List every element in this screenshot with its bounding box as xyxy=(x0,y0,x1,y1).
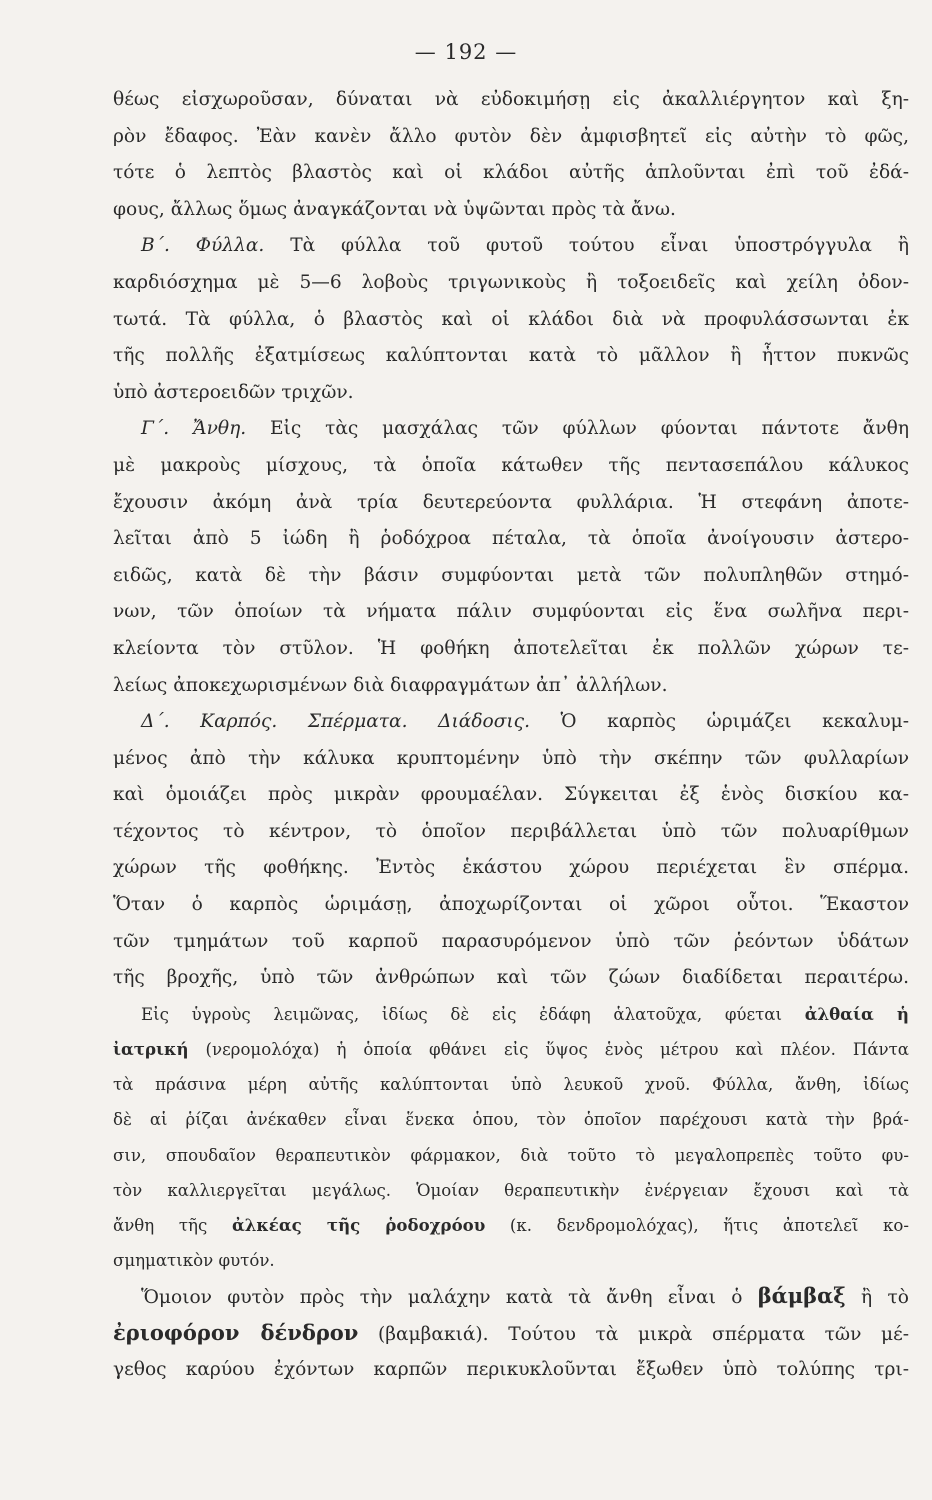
text-line: τῆς βροχῆς, ὑπὸ τῶν ἀνθρώπων καὶ τῶν ζώων διαδίδεται περαιτέρω. xyxy=(113,967,909,989)
text-line: Εἰς ὑγροὺς λειμῶνας, ἰδίως δὲ εἰς ἐδάφη ἁλατοῦχα, φύεται ἀλθαία ἡ xyxy=(141,1003,909,1024)
text-line: σμηματικὸν φυτόν. xyxy=(113,1251,275,1271)
text-line: τέχοντος τὸ κέντρον, τὸ ὁποῖον περιβάλλεται ὑπὸ τῶν πολυαρίθμων xyxy=(113,820,909,842)
text-line: Ὅμοιον φυτὸν πρὸς τὴν μαλάχην κατὰ τὰ ἄνθη εἶναι ὁ βάμβαξ ἢ τὸ xyxy=(141,1283,909,1309)
page-number: — 192 — xyxy=(414,40,518,64)
text-line: μένος ἀπὸ τὴν κάλυκα κρυπτομένην ὑπὸ τὴν σκέπην τῶν φυλλαρίων xyxy=(113,747,909,769)
section-d-line: Δ΄. Καρπός. Σπέρματα. Διάδοσις. Ὁ καρπὸς ὡριμάζει κεκαλυμ- xyxy=(141,711,909,733)
text-line: ειδῶς, κατὰ δὲ τὴν βάσιν συμφύονται μετὰ τῶν πολυπληθῶν στημό- xyxy=(113,564,909,586)
text-line: ρὸν ἔδαφος. Ἐὰν κανὲν ἄλλο φυτὸν δὲν ἀμφισβητεῖ εἰς αὐτὴν τὸ φῶς, xyxy=(113,125,909,147)
text-line: δὲ αἱ ῥίζαι ἀνέκαθεν εἶναι ἕνεκα ὁπου, τὸν ὁποῖον παρέχουσι κατὰ τὴν βρά- xyxy=(113,1110,909,1130)
text-line: νων, τῶν ὁποίων τὰ νήματα πάλιν συμφύονται εἰς ἕνα σωλῆνα περι- xyxy=(113,601,909,623)
text-line: καρδιόσχημα μὲ 5—6 λοβοὺς τριγωνικοὺς ἢ τοξοειδεῖς καὶ χείλη ὀδον- xyxy=(113,271,909,293)
term-cotton: βάμβαξ xyxy=(757,1283,846,1309)
text-line: καὶ ὁμοιάζει πρὸς μικρὰν φρουμαέλαν. Σύγκειται ἐξ ἑνὸς δισκίου κα- xyxy=(113,784,909,806)
term-officinalis: ἰατρική xyxy=(113,1039,189,1060)
text-line: θέως εἰσχωροῦσαν, δύναται νὰ εὐδοκιμήσῃ εἰς ἀκαλλιέργητον καὶ ξη- xyxy=(113,89,909,110)
term-alcea-rosea: ἀλκέας τῆς ῥοδοχρόου xyxy=(231,1214,486,1235)
text-line: τῆς πολλῆς ἐξατμίσεως καλύπτονται κατὰ τὸ μᾶλλον ἢ ἧττον πυκνῶς xyxy=(113,345,909,367)
section-heading-fruit: Δ΄. Καρπός. Σπέρματα. Διάδοσις. xyxy=(141,711,531,733)
text-line: τωτά. Τὰ φύλλα, ὁ βλαστὸς καὶ οἱ κλάδοι διὰ νὰ προφυλάσσωνται ἐκ xyxy=(113,308,909,330)
text-line: τὰ πράσινα μέρη αὐτῆς καλύπτονται ὑπὸ λευκοῦ χνοῦ. Φύλλα, ἄνθη, ἰδίως xyxy=(113,1075,909,1095)
text-line: τότε ὁ λεπτὸς βλαστὸς καὶ οἱ κλάδοι αὐτῆς ἁπλοῦνται ἐπὶ τοῦ ἐδά- xyxy=(113,162,909,184)
text-line: μὲ μακροὺς μίσχους, τὰ ὁποῖα κάτωθεν τῆς πεντασεπάλου κάλυκος xyxy=(113,454,909,476)
text-line: ὑπὸ ἀστεροειδῶν τριχῶν. xyxy=(113,381,354,403)
section-heading-flowers: Γ΄. Ἄνθη. xyxy=(141,418,247,440)
text-line: χώρων τῆς φοθήκης. Ἐντὸς ἑκάστου χώρου περιέχεται ἓν σπέρμα. xyxy=(113,857,909,879)
text-line: σιν, σπουδαῖον θεραπευτικὸν φάρμακον, διὰ τοῦτο τὸ μεγαλοπρεπὲς τοῦτο φυ- xyxy=(113,1145,909,1165)
text-line: ἄνθη τῆς ἀλκέας τῆς ῥοδοχρόου (κ. δενδρομολόχας), ἥτις ἀποτελεῖ κο- xyxy=(113,1214,909,1235)
text-line: ἐριοφόρον δένδρον (βαμβακιά). Τούτου τὰ μικρὰ σπέρματα τῶν μέ- xyxy=(113,1319,909,1345)
text-line: ἰατρική (νερομολόχα) ἡ ὁποία φθάνει εἰς ὕψος ἑνὸς μέτρου καὶ πλέον. Πάντα xyxy=(113,1039,909,1060)
body-text xyxy=(113,82,909,1388)
section-b-line: Β΄. Φύλλα. Τὰ φύλλα τοῦ φυτοῦ τούτου εἶναι ὑποστρόγγυλα ἢ xyxy=(141,235,909,257)
term-wool-tree: ἐριοφόρον δένδρον xyxy=(113,1319,359,1345)
section-c-line: Γ΄. Ἄνθη. Εἰς τὰς μασχάλας τῶν φύλλων φύονται πάντοτε ἄνθη xyxy=(141,418,909,440)
text-line: λεῖται ἀπὸ 5 ἰώδη ἢ ῥοδόχροα πέταλα, τὰ ὁποῖα ἀνοίγουσιν ἀστερο- xyxy=(113,528,909,550)
section-heading-leaves: Β΄. Φύλλα. xyxy=(141,235,265,257)
text-line: Ὅταν ὁ καρπὸς ὡριμάσῃ, ἀποχωρίζονται οἱ χῶροι οὗτοι. Ἕκαστον xyxy=(113,894,909,916)
text-line: γεθος καρύου ἐχόντων καρπῶν περικυκλοῦνται ἔξωθεν ὑπὸ τολύπης τρι- xyxy=(113,1358,909,1380)
text-line: φους, ἄλλως ὅμως ἀναγκάζονται νὰ ὑψῶνται πρὸς τὰ ἄνω. xyxy=(113,198,676,220)
term-althaea: ἀλθαία ἡ xyxy=(804,1003,909,1024)
text-line: τῶν τμημάτων τοῦ καρποῦ παρασυρόμενον ὑπὸ τῶν ῥεόντων ὑδάτων xyxy=(113,930,909,952)
text-line: κλείοντα τὸν στῦλον. Ἡ φοθήκη ἀποτελεῖται ἐκ πολλῶν χώρων τε- xyxy=(113,637,909,659)
text-line: λείως ἀποκεχωρισμένων διὰ διαφραγμάτων ἀπ᾿ ἀλλήλων. xyxy=(113,674,668,696)
text-line: τὸν καλλιεργεῖται μεγάλως. Ὁμοίαν θεραπευτικὴν ἐνέργειαν ἔχουσι καὶ τὰ xyxy=(113,1180,909,1200)
text-line: ἔχουσιν ἀκόμη ἀνὰ τρία δευτερεύοντα φυλλάρια. Ἡ στεφάνη ἀποτε- xyxy=(113,491,909,513)
